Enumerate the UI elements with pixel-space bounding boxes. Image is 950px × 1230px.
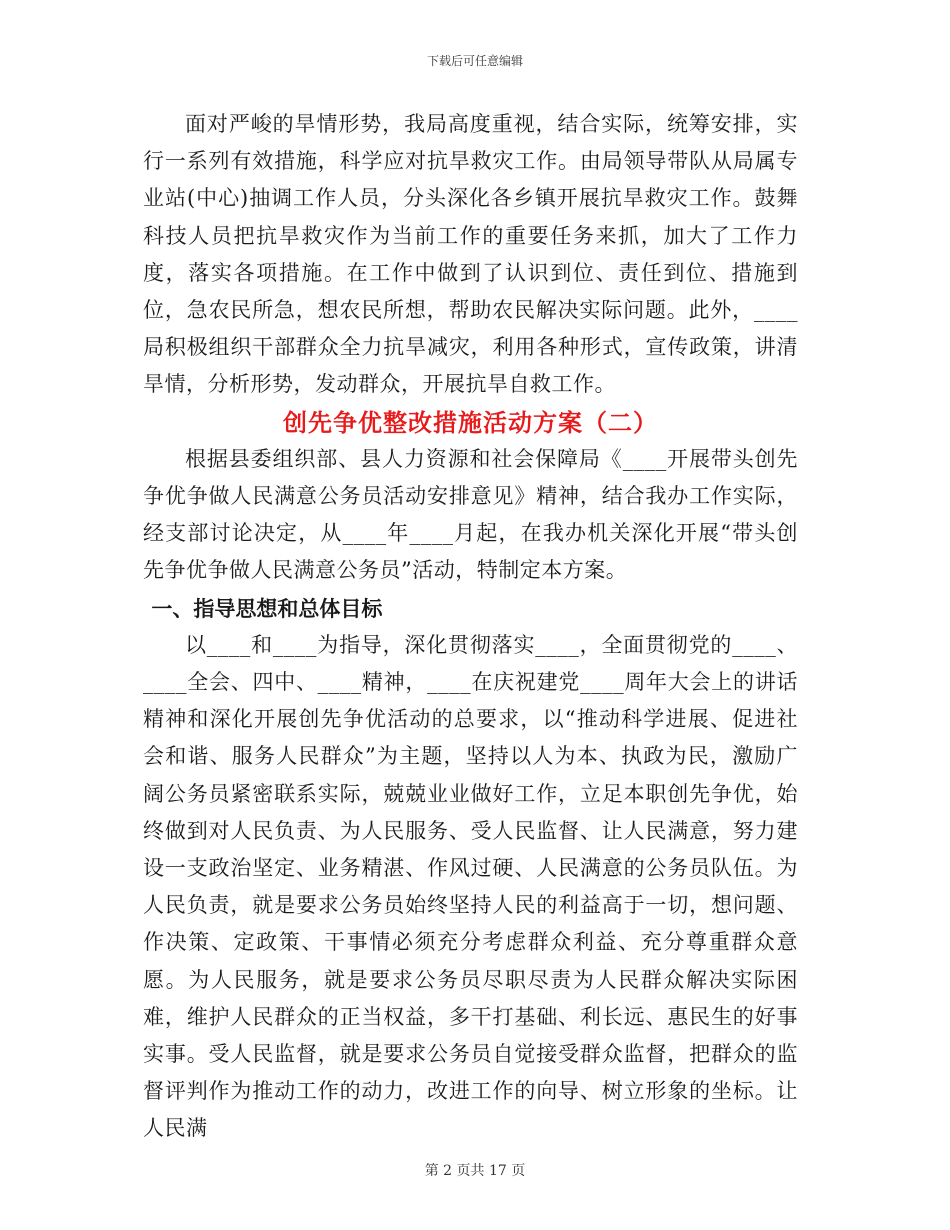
paragraph-drought-relief: 面对严峻的旱情形势，我局高度重视，结合实际，统筹安排，实行一系列有效措施，科学应对抗旱救灾工作。由局领导带队从局属专业站(中心)抽调工作人员，分头深化各乡镇开展抗旱救灾工作。鼓舞科技人员把抗旱救灾作为当前工作的重要任务来抓，加大了工作力度，落实各项措施。在工作中做到了认识到位、责任到位、措施到位，急农民所急，想农民所想，帮助农民解决实际问题。此外，____局积极组织干部群众全力抗旱减灾，利用各种形式，宣传政策，讲清旱情，分析形势，发动群众，开展抗旱自救工作。: [143, 112, 798, 397]
paragraph-guiding-ideology: 以____和____为指导，深化贯彻落实____，全面贯彻党的____、____全会、四中、____精神，____在庆祝建党____周年大会上的讲话精神和深化开展创先争优活动的总要求，以“推动科学进展、促进社会和谐、服务人民群众”为主题，坚持以人为本、执政为民，激励广阔公务员紧密联系实际，兢兢业业做好工作，立足本职创先争优，始终做到对人民负责、为人民服务、受人民监督、让人民满意，努力建设一支政治坚定、业务精湛、作风过硬、人民满意的公务员队伍。为人民负责，就是要求公务员始终坚持人民的利益高于一切，想问题、作决策、定政策、干事情必须充分考虑群众利益、充分尊重群众意愿。为人民服务，就是要求公务员尽职尽责为人民群众解决实际困难，维护人民群众的正当权益，多干打基础、利长远、惠民生的好事实事。受人民监督，就是要求公务员自觉接受群众监督，把群众的监督评判作为推动工作的动力，改进工作的向导、树立形象的坐标。让人民满: [143, 632, 798, 1141]
page-header-note: 下载后可任意编辑: [426, 54, 523, 68]
section-title: 创先争优整改措施活动方案（二）: [283, 407, 658, 437]
subheading-guiding-ideology: 一、指导思想和总体目标: [151, 595, 383, 621]
page-number-footer: 第 2 页共 17 页: [424, 1163, 526, 1179]
paragraph-plan-intro: 根据县委组织部、县人力资源和社会保障局《____开展带头创先争优争做人民满意公务员活动安排意见》精神，结合我办工作实际，经支部讨论决定，从____年____月起，在我办机关深化开展“带头创先争优争做人民满意公务员”活动，特制定本方案。: [143, 446, 798, 583]
document-body: [143, 106, 798, 1148]
